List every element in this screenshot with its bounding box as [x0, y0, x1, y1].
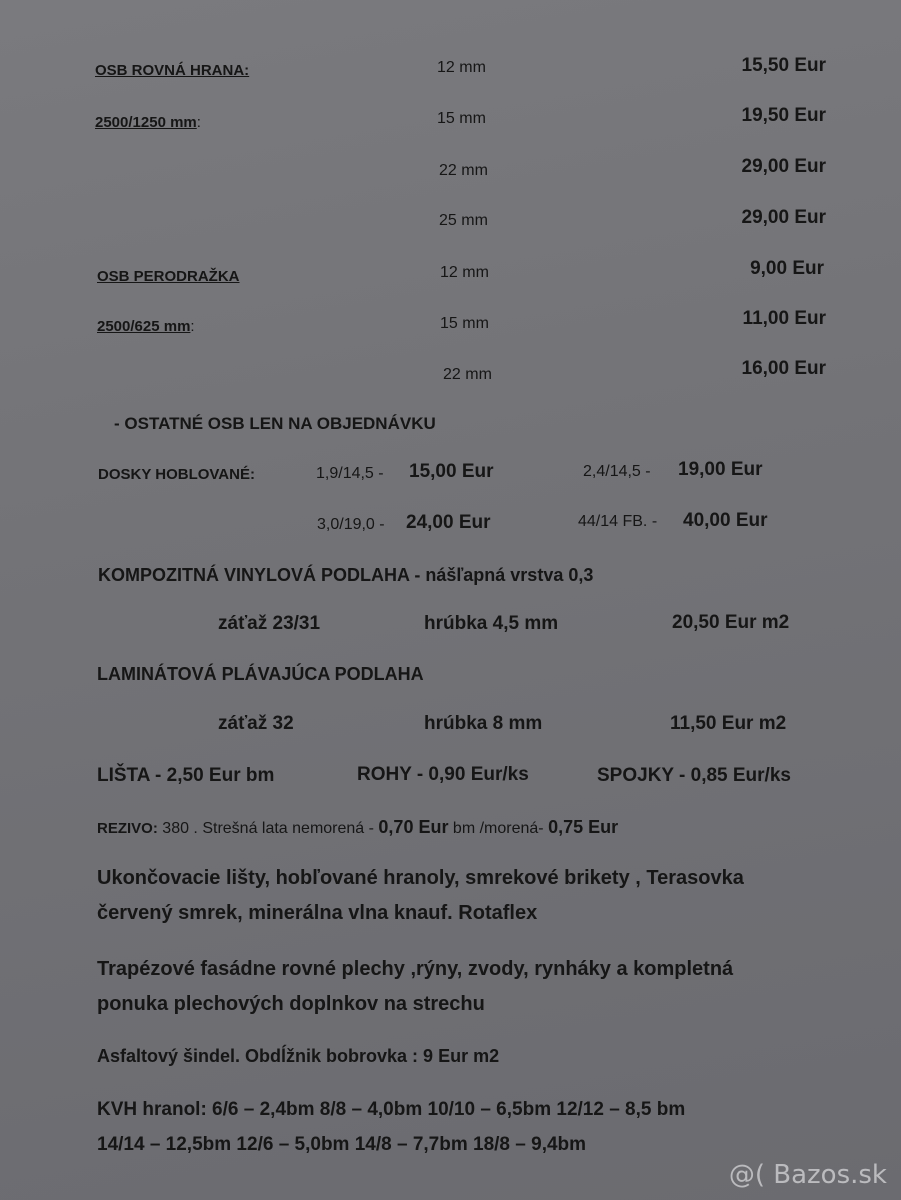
- sheet-metal-line-2: ponuka plechových doplnkov na strechu: [97, 993, 485, 1015]
- vinyl-floor-price: 20,50 Eur m2: [672, 612, 790, 633]
- corners-price: ROHY - 0,90 Eur/ks: [357, 764, 529, 785]
- trim-price: LIŠTA - 2,50 Eur bm: [97, 765, 275, 786]
- planed-board-size-2: 2,4/14,5 -: [583, 463, 651, 480]
- osb-tongue-groove-dims: 2500/625 mm:: [97, 318, 195, 335]
- osb-tg-thickness-2: 15 mm: [440, 315, 489, 332]
- osb-straight-price-2: 19,50 Eur: [741, 105, 826, 126]
- osb-tg-thickness-3: 22 mm: [443, 366, 492, 383]
- lumber-line: REZIVO: 380 . Strešná lata nemorená - 0,70 Eur bm /morená- 0,75 Eur: [97, 817, 619, 837]
- planed-board-price-3: 24,00 Eur: [406, 512, 491, 533]
- planed-board-size-3: 3,0/19,0 -: [317, 516, 385, 533]
- connectors-price: SPOJKY - 0,85 Eur/ks: [597, 765, 791, 786]
- planed-board-price-4: 40,00 Eur: [683, 510, 768, 531]
- laminate-floor-price: 11,50 Eur m2: [670, 713, 787, 734]
- vinyl-floor-thickness: hrúbka 4,5 mm: [424, 613, 559, 634]
- osb-tg-price-1: 9,00 Eur: [750, 258, 824, 279]
- planed-board-size-1: 1,9/14,5 -: [316, 465, 384, 482]
- osb-straight-price-3: 29,00 Eur: [741, 156, 826, 177]
- products-line-2: červený smrek, minerálna vlna knauf. Rotaflex: [97, 902, 538, 924]
- osb-straight-price-1: 15,50 Eur: [741, 55, 826, 76]
- planed-boards-label: DOSKY HOBLOVANÉ:: [98, 466, 255, 483]
- osb-straight-thickness-3: 22 mm: [439, 162, 488, 179]
- bazos-watermark: @( Bazos.sk: [728, 1160, 887, 1190]
- osb-straight-edge-dims: 2500/1250 mm:: [95, 114, 201, 131]
- osb-straight-edge-heading: OSB ROVNÁ HRANA:: [95, 62, 250, 79]
- laminate-floor-title: LAMINÁTOVÁ PLÁVAJÚCA PODLAHA: [97, 664, 424, 684]
- kvh-beam-line-2: 14/14 – 12,5bm 12/6 – 5,0bm 14/8 – 7,7bm 18/8 – 9,4bm: [97, 1134, 587, 1155]
- planed-board-price-1: 15,00 Eur: [409, 461, 494, 482]
- laminate-floor-thickness: hrúbka 8 mm: [424, 713, 543, 734]
- laminate-floor-load: záťaž 32: [218, 713, 294, 734]
- planed-board-price-2: 19,00 Eur: [678, 459, 763, 480]
- kvh-beam-line-1: KVH hranol: 6/6 – 2,4bm 8/8 – 4,0bm 10/10 – 6,5bm 12/12 – 8,5 bm: [97, 1099, 686, 1120]
- sheet-metal-line-1: Trapézové fasádne rovné plechy ,rýny, zvody, rynháky a kompletná: [97, 958, 734, 980]
- vinyl-floor-load: záťaž 23/31: [218, 613, 321, 634]
- vinyl-floor-title: KOMPOZITNÁ VINYLOVÁ PODLAHA - nášľapná vrstva 0,3: [98, 565, 594, 585]
- osb-order-note: - OSTATNÉ OSB LEN NA OBJEDNÁVKU: [114, 414, 436, 433]
- osb-straight-thickness-2: 15 mm: [437, 110, 486, 127]
- osb-tg-thickness-1: 12 mm: [440, 264, 489, 281]
- osb-straight-thickness-1: 12 mm: [437, 59, 486, 76]
- osb-straight-price-4: 29,00 Eur: [741, 207, 826, 228]
- products-line-1: Ukončovacie lišty, hobľované hranoly, smrekové brikety , Terasovka: [97, 867, 744, 889]
- osb-tg-price-2: 11,00 Eur: [742, 308, 826, 329]
- osb-tongue-groove-heading: OSB PERODRAŽKA: [97, 268, 240, 285]
- planed-board-size-4: 44/14 FB. -: [578, 513, 658, 530]
- osb-tg-price-3: 16,00 Eur: [741, 358, 826, 379]
- osb-straight-thickness-4: 25 mm: [439, 212, 488, 229]
- asphalt-shingle-line: Asfaltový šindel. Obdĺžnik bobrovka : 9 Eur m2: [97, 1046, 500, 1066]
